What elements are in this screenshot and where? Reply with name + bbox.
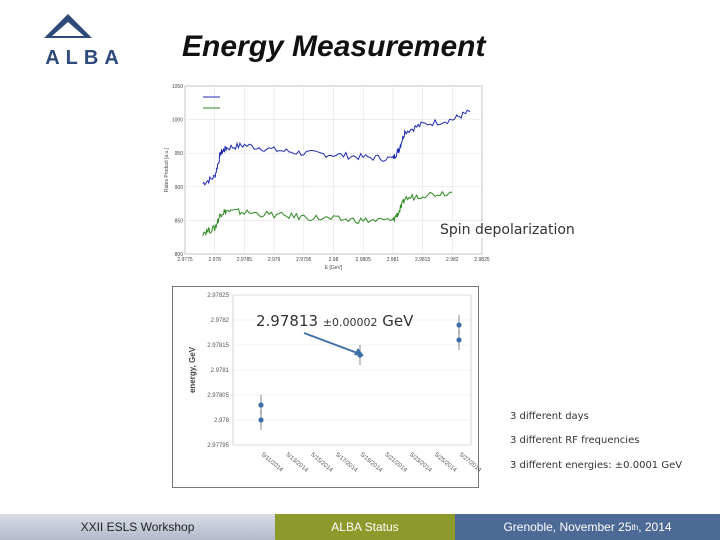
y-tick-label: 2.978 [213,418,229,424]
x-tick-label: 2.9805 [355,257,371,263]
y-tick-label: 800 [174,252,183,258]
x-tick-label: 2.978 [208,257,221,263]
logo-text: ALBA [45,47,125,69]
footer-workshop: XXII ESLS Workshop [0,514,275,540]
note-days: 3 different days [510,411,589,422]
y-tick-label: 900 [174,184,183,191]
x-tick-label: 5/19/2014 [358,451,384,474]
x-tick-label: 5/25/2014 [432,451,458,474]
x-tick-label: 2.9785 [236,257,253,263]
rates-plot [160,80,495,275]
energy-value-arrow [300,330,370,360]
y-axis-label: energy, GeV [188,346,197,394]
x-tick-label: 5/17/2014 [333,451,359,474]
y-tick-label: 950 [174,151,183,158]
data-point [258,402,263,407]
y-tick-label: 850 [174,218,183,225]
data-point [456,337,461,342]
x-tick-label: 2.9815 [414,257,431,263]
y-tick-label: 2.9781 [210,368,229,374]
y-axis-label: Rates Product [a.u.] [164,147,170,193]
note-energies: 3 different energies: ±0.0001 GeV [510,460,683,471]
data-point [456,322,461,327]
x-tick-label: 2.98 [328,257,339,263]
x-tick-label: 5/15/2014 [309,451,334,474]
spin-depolarization-label: Spin depolarization [440,222,575,238]
x-tick-label: 2.9825 [474,257,490,263]
y-tick-label: 2.97795 [207,443,229,449]
x-tick-label: 2.981 [386,257,400,263]
x-tick-label: 2.9775 [177,257,193,263]
footer-bar [0,514,720,540]
slide-title: Energy Measurement [182,30,486,63]
x-tick-label: 2.982 [446,257,459,263]
alba-logo [30,12,140,72]
y-tick-label: 2.97805 [207,393,229,399]
x-tick-label: 5/23/2014 [408,451,433,474]
x-tick-label: 5/11/2014 [259,451,284,474]
data-point [258,417,263,422]
x-tick-label: 5/13/2014 [284,451,309,474]
y-tick-label: 2.97825 [207,293,229,299]
x-tick-label: 2.979 [267,257,281,263]
x-axis-label: E [GeV] [324,265,343,271]
y-tick-label: 2.97815 [207,343,229,349]
energy-value-label: 2.97813 ±0.00002 GeV [256,312,414,330]
footer-status: ALBA Status [275,514,455,540]
note-rf: 3 different RF frequencies [510,435,640,446]
x-tick-label: 5/27/2014 [457,451,483,474]
footer-date: Grenoble, November 25 th , 2014 [455,514,720,540]
y-tick-label: 1050 [171,84,183,90]
y-tick-label: 2.9782 [210,318,229,324]
x-tick-label: 2.9795 [296,257,312,263]
y-tick-label: 1000 [171,117,183,124]
x-tick-label: 5/21/2014 [383,451,408,474]
